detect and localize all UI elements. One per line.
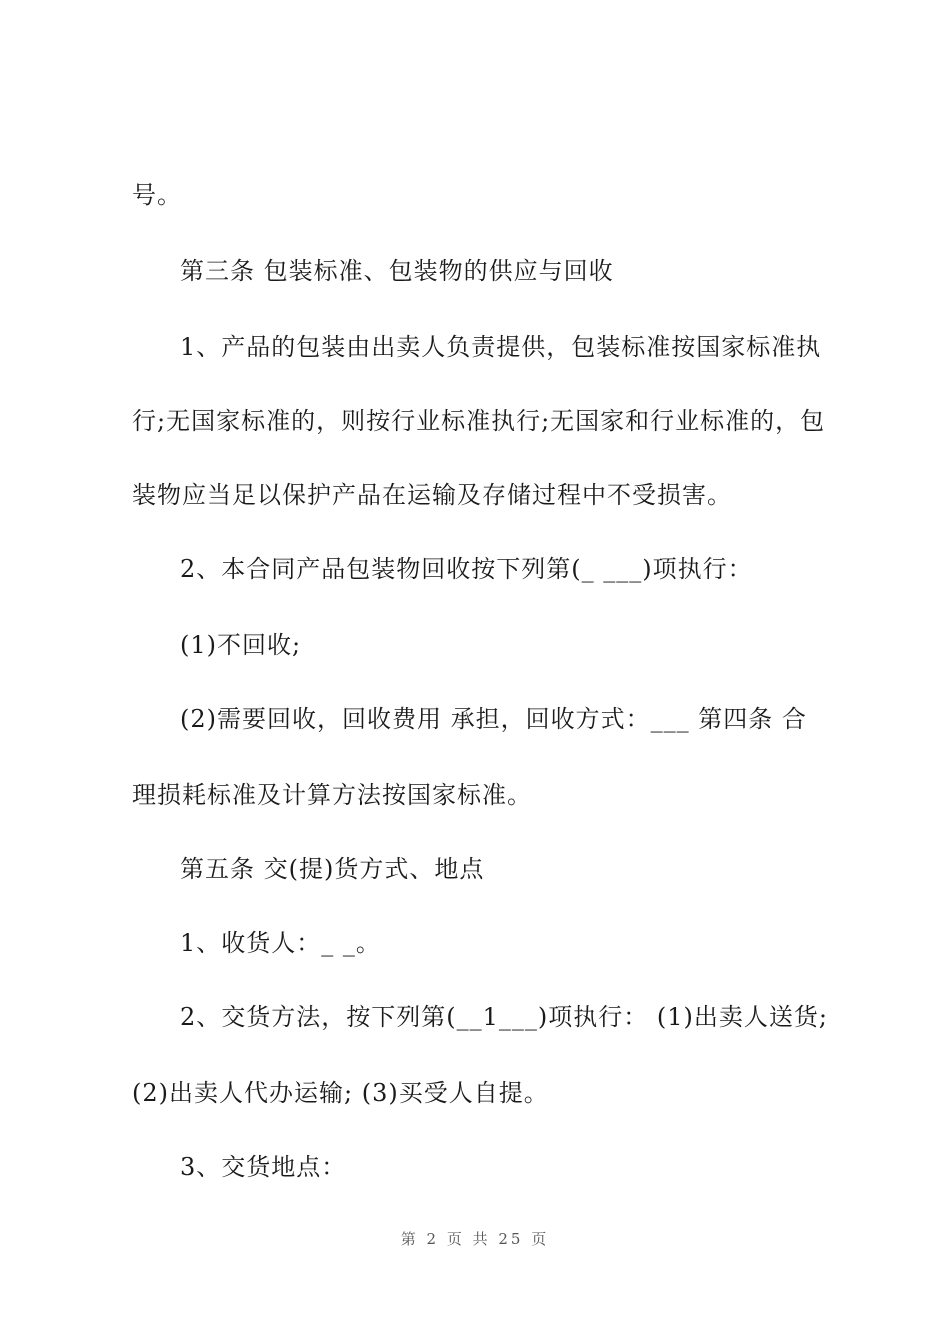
clause-3-1-line-3: 装物应当足以保护产品在运输及存储过程中不受损害。 [132, 481, 732, 509]
article-5-heading: 第五条 交(提)货方式、地点 [180, 855, 485, 883]
page-number-footer: 第 2 页 共 25 页 [400, 1230, 550, 1248]
option-no-recycle: (1)不回收; [180, 631, 302, 659]
clause-3-1-line-1: 1、产品的包装由出卖人负责提供，包装标准按国家标准执 [180, 333, 822, 361]
clause-5-1-consignee: 1、收货人：_ _。 [180, 929, 381, 957]
clause-5-3-delivery-place: 3、交货地点： [180, 1153, 347, 1181]
clause-3-1-line-2: 行;无国家标准的，则按行业标准执行;无国家和行业标准的，包 [132, 407, 826, 435]
article-3-heading: 第三条 包装标准、包装物的供应与回收 [180, 257, 614, 285]
text-line-continuation: 号。 [132, 181, 182, 209]
clause-5-2-line-1: 2、交货方法，按下列第(__1___)项执行： (1)出卖人送货; [180, 1003, 828, 1031]
article-4-line-2: 理损耗标准及计算方法按国家标准。 [132, 781, 532, 809]
clause-5-2-line-2: (2)出卖人代办运输; (3)买受人自提。 [132, 1079, 549, 1107]
clause-3-2: 2、本合同产品包装物回收按下列第(_ ___)项执行： [180, 555, 753, 583]
option-recycle-line-1: (2)需要回收，回收费用 承担，回收方式：___ 第四条 合 [180, 705, 807, 733]
